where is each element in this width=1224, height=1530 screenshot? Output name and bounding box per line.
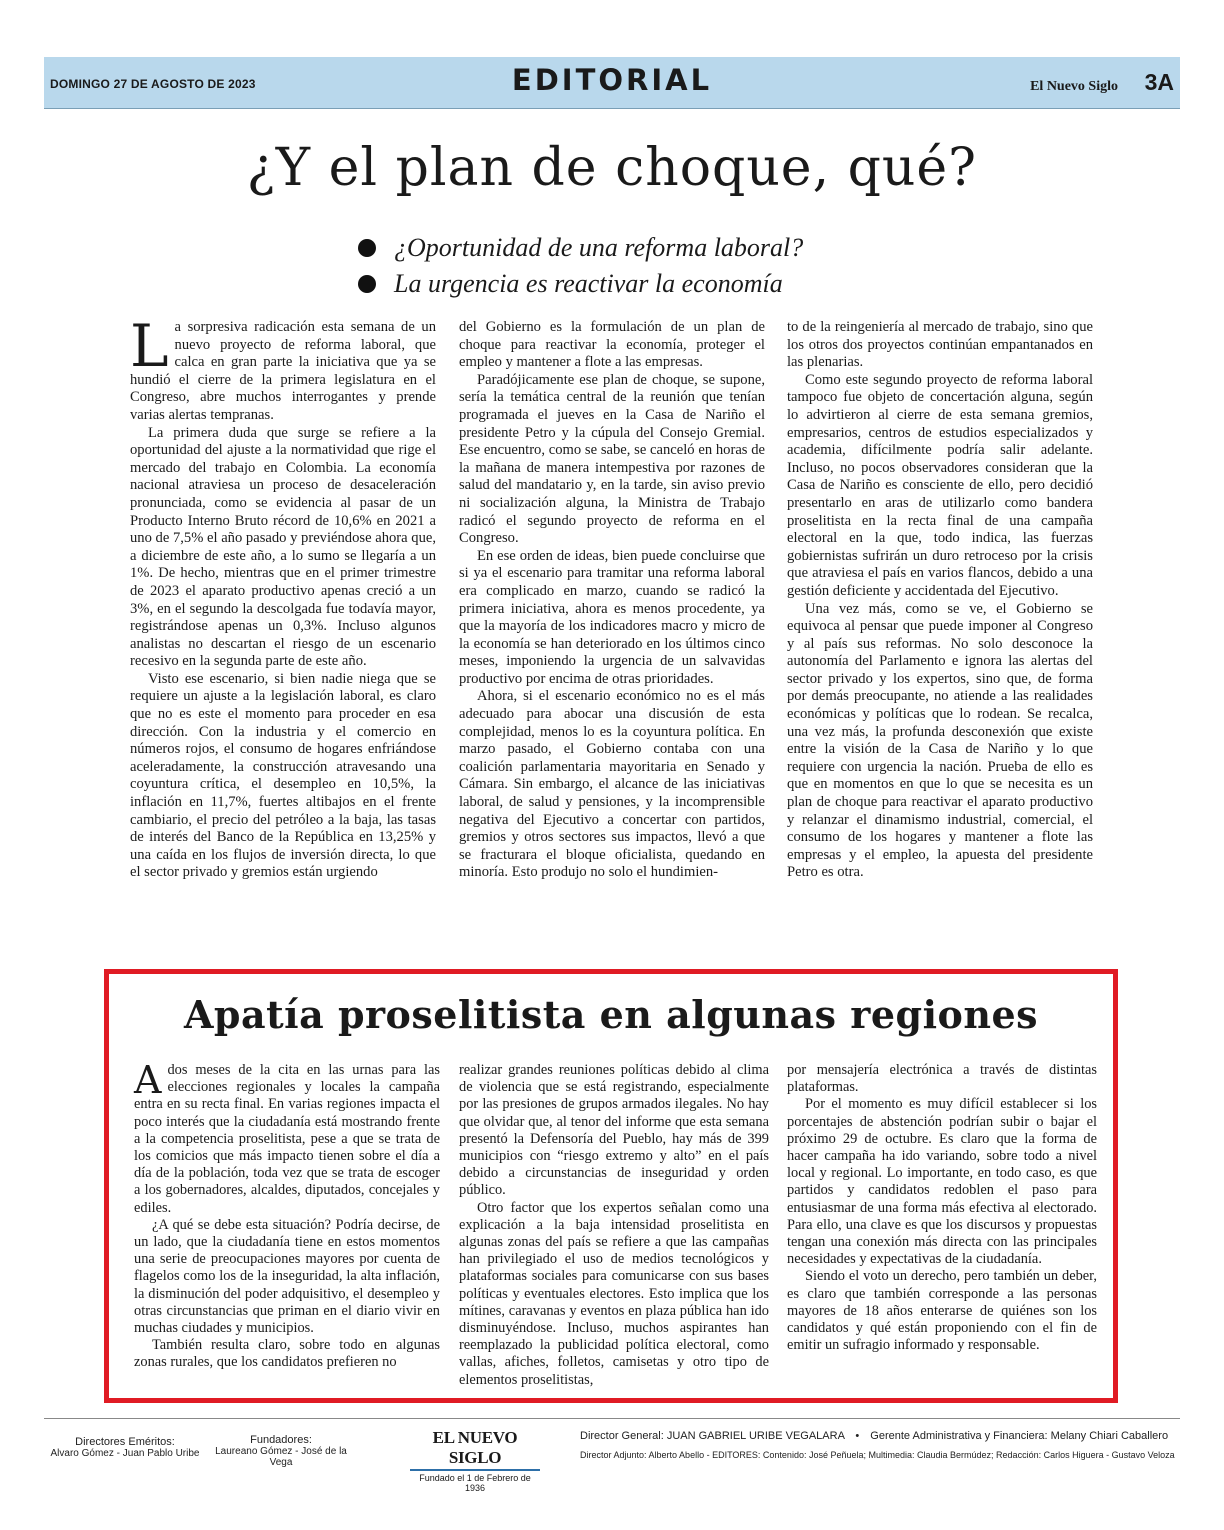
footer-logo-text: EL NUEVO SIGLO <box>432 1428 518 1467</box>
secondary-editorial-box <box>104 969 1118 1403</box>
secondary-headline: Apatía proselitista en algunas regiones <box>183 992 1039 1037</box>
article2-column-3 <box>787 1062 1097 1354</box>
founded-date: Fundado el 1 de Febrero de 1936 <box>419 1473 531 1493</box>
emeritus-names: Alvaro Gómez - Juan Pablo Uribe <box>50 1448 200 1459</box>
header-bar <box>44 57 1180 109</box>
footer-divider <box>44 1418 1180 1419</box>
bullet-dot-icon <box>358 275 376 293</box>
page-number: 3A <box>1144 69 1174 95</box>
paragraph: realizar grandes reuniones políticas debido al clima de violencia que se está registrando, especialmente por las presiones de grupos armados ilegales. No hay que olvidar que, al tenor del informe que esta semana presentó la Defensoría del Pueblo, hay más de 399 municipios con “riesgo extremo y alto” en el país debido a circunstancias de inseguridad y orden público. <box>459 1062 769 1199</box>
summary-bullet <box>358 266 803 302</box>
paragraph: Visto ese escenario, si bien nadie niega que se requiere un ajuste a la legislación laboral, es claro que no es este el momento para proceder en esa dirección. Con la industria y el comercio en números rojos, el consumo de hogares enfriándose aceleradamente, la construcción atravesando una coyuntura crítica, el desempleo en 10,5%, la inflación en 11,7%, fuertes altibajos en el frente cambiario, el precio del petróleo a la baja, las tasas de interés del Banco de la República en 13,25% y una caída en los flujos de inversión directa, lo que el sector privado y gremios están urgiendo <box>130 670 436 881</box>
director-name: JUAN GABRIEL URIBE VEGALARA <box>666 1430 845 1442</box>
paragraph: Una vez más, como se ve, el Gobierno se equivoca al pensar que puede imponer al Congreso y al país sus reformas. No solo desconoce la autonomía del Parlamento e ignora las alertas del sector privado y los expertos, sino que, de forma por demás preocupante, no atiende a las realidades económicas y políticas que lo rodean. Se recalca, una vez más, la profunda desconexión que existe entre la visión de la Casa de Nariño y lo que requiere con urgencia la nación. Prueba de ello es que en momentos en que lo que se necesita es un plan de choque para reactivar el aparato productivo y relanzar el dinamismo industrial, comercial, el consumo de los hogares y mantener a flote las empresas y el empleo, la apuesta del presidente Petro es otra. <box>787 600 1093 881</box>
article2-column-1 <box>134 1058 440 1372</box>
emeritus-label: Directores Eméritos: <box>75 1436 175 1448</box>
article1-column-2 <box>459 319 765 882</box>
paragraph: ¿A qué se debe esta situación? Podría decirse, de un lado, que la ciudadanía tiene en estos momentos una serie de preocupaciones mayores por cuenta de flagelos como los de la inseguridad, la alta inflación, la disminución del poder adquisitivo, el desempleo y otras circunstancias que priman en el diario vivir en muchas ciudades y municipios. <box>134 1216 440 1337</box>
summary-bullets <box>358 230 803 302</box>
paragraph: Siendo el voto un derecho, pero también un deber, es claro que también corresponde a las personas mayores de 18 años enterarse de quiénes son los candidatos y qué están proponiendo con el fin de emitir un sufragio informado y responsable. <box>787 1268 1097 1354</box>
article1-column-3 <box>787 319 1093 882</box>
manager-label: Gerente Administrativa y Financiera: <box>870 1430 1048 1442</box>
article2-column-2 <box>459 1062 769 1389</box>
summary-bullet-text: ¿Oportunidad de una reforma laboral? <box>394 233 804 262</box>
section-title: EDITORIAL <box>511 63 713 97</box>
paragraph: En ese orden de ideas, bien puede concluirse que si ya el escenario para tramitar una reforma laboral era complicado en marzo, cuando se radicó la primera iniciativa, ahora es menos procedente, ya que la mayoría de los indicadores macro y micro de la economía se han deteriorado en los últimos cinco meses, imponiendo la urgencia de un salvavidas productivo por encima de otras prioridades. <box>459 547 765 687</box>
credits-line-1 <box>580 1430 1168 1442</box>
paragraph: Por el momento es muy difícil establecer si los porcentajes de abstención podrían subir o bajar el próximo 29 de octubre. Es claro que la forma de hacer campaña ha ido variando, sobre todo a nivel local y regional. Lo importante, en todo caso, es que partidos y candidatos redoblen el paso para entusiasmar de una forma más efectiva al electorado. Para ello, una clave es que los discursos y propuestas tengan una conexión más directa con las principales necesidades y expectativas de la ciudadanía. <box>787 1096 1097 1268</box>
paragraph: La sorpresiva radicación esta semana de un nuevo proyecto de reforma laboral, que calca en gran parte la iniciativa que ya se hundió el cierre de la primera legislatura en el Congreso, abre muchos interrogantes y prende varias alertas tempranas. <box>130 312 436 423</box>
founders-names: Laureano Gómez - José de la Vega <box>215 1446 347 1468</box>
summary-bullet <box>358 230 803 266</box>
drop-cap: A <box>134 1058 162 1102</box>
drop-cap: L <box>130 312 169 380</box>
article1-column-1 <box>130 312 436 882</box>
paragraph: También resulta claro, sobre todo en algunas zonas rurales, que los candidatos prefieren no <box>134 1337 440 1371</box>
main-headline: ¿Y el plan de choque, qué? <box>246 138 978 198</box>
manager-name: Melany Chiari Caballero <box>1050 1430 1169 1442</box>
paragraph: La primera duda que surge se refiere a la oportunidad del ajuste a la normatividad que rige el mercado del trabajo en Colombia. La economía nacional atraviesa un proceso de desaceleración pronunciada, como se evidencia al pasar de un Producto Interno Bruto récord de 10,6% en 2021 a uno de 7,5% el año pasado y previéndose ahora que, a diciembre de este año, a lo sumo se llegaría a un 1%. De hecho, mientras que en el primer trimestre de 2023 el aparato productivo apenas creció a un 3%, en el segundo la descolgada fue todavía mayor, registrándose apenas un 0,3%. Incluso algunos analistas no descartan el riesgo de un escenario recesivo en la segunda parte de este año. <box>130 424 436 670</box>
footer-logo-rule <box>410 1469 540 1471</box>
footer-logo <box>410 1428 540 1493</box>
issue-date: DOMINGO 27 DE AGOSTO DE 2023 <box>50 77 256 91</box>
paragraph: to de la reingeniería al mercado de trabajo, sino que los otros dos proyectos continúan empantanados en las plenarias. <box>787 319 1093 371</box>
paragraph: Ahora, si el escenario económico no es el más adecuado para abocar una discusión de esta complejidad, menos lo es la coyuntura política. En marzo pasado, el Gobierno contaba con una coalición parlamentaria mayoritaria en Senado y Cámara. Sin embargo, el alcance de las iniciativas laboral, de salud y pensiones, y la incomprensible negativa del Ejecutivo a concertar con partidos, gremios y otros sectores sus impactos, llevó a que se fracturara el bloque oficialista, quedando en minoría. Esto produjo no solo el hundimien- <box>459 688 765 881</box>
paragraph: Paradójicamente ese plan de choque, se supone, sería la temática central de la reunión que tenían programada el jueves en la Casa de Nariño el presidente Petro y la cúpula del Consejo Gremial. Ese encuentro, como se sabe, se canceló en horas de la mañana de manera intempestiva por razones de salud del mandatario y, en la tarde, sin aviso previo ni socialización alguna, la Ministra de Trabajo radicó el segundo proyecto de reforma en el Congreso. <box>459 371 765 547</box>
summary-bullet-text: La urgencia es reactivar la economía <box>394 269 783 298</box>
separator-bullet: • <box>855 1430 860 1442</box>
paragraph: por mensajería electrónica a través de distintas plataformas. <box>787 1062 1097 1096</box>
paragraph: Otro factor que los expertos señalan como una explicación a la baja intensidad proselitista en algunas zonas del país se refiere a que las campañas han privilegiado el uso de medios tecnológicos y plataformas sociales para comunicarse con sus bases políticas y eventuales electores. Esto implica que los mítines, caravanas y eventos en plaza pública han ido disminuyéndose. Incluso, muchos aspirantes han reemplazado la publicidad política electoral, como vallas, afiches, folletos, camisetas y otro tipo de elementos proselitistas, <box>459 1199 769 1388</box>
paragraph: Ados meses de la cita en las urnas para las elecciones regionales y locales la campaña entra en su recta final. En varias regiones impacta el poco interés que la ciudadanía está mostrando frente a la competencia proselitista, pese a que se trata de los comicios que más impacto tienen sobre el día a día de la población, toda vez que se trata de escoger a los gobernadores, alcaldes, diputados, concejales y ediles. <box>134 1058 440 1216</box>
paragraph: del Gobierno es la formulación de un plan de choque para reactivar la economía, proteger el empleo y mantener a flote a las empresas. <box>459 319 765 371</box>
emeritus-directors <box>50 1436 200 1459</box>
director-label: Director General: <box>580 1430 664 1442</box>
paragraph: Como este segundo proyecto de reforma laboral tampoco fue objeto de concertación alguna, según lo advirtieron al cierre de esta semana gremios, empresarios, centros de estudios especializados y academia, difícilmente podría salir adelante. Incluso, no pocos observadores consideran que la Casa de Nariño es consciente de ello, pero decidió presentarlo en aras de utilizarlo como bandera proselitista en la recta final de una campaña electoral en la que, todo indica, las fuerzas gobiernistas sufrirán un duro retroceso por la crisis que atraviesa el país en varios flancos, debido a una gestión deficiente y accidentada del Ejecutivo. <box>787 371 1093 599</box>
founders-label: Fundadores: <box>250 1434 312 1446</box>
founders <box>206 1434 356 1468</box>
bullet-dot-icon <box>358 239 376 257</box>
newspaper-brand: El Nuevo Siglo <box>1030 79 1118 94</box>
credits-line-2: Director Adjunto: Alberto Abello - EDITORES: Contenido: José Peñuela; Multimedia: Claudia Bermúdez; Redacción: Carlos Higuera - Gustavo Veloza <box>580 1450 1175 1460</box>
